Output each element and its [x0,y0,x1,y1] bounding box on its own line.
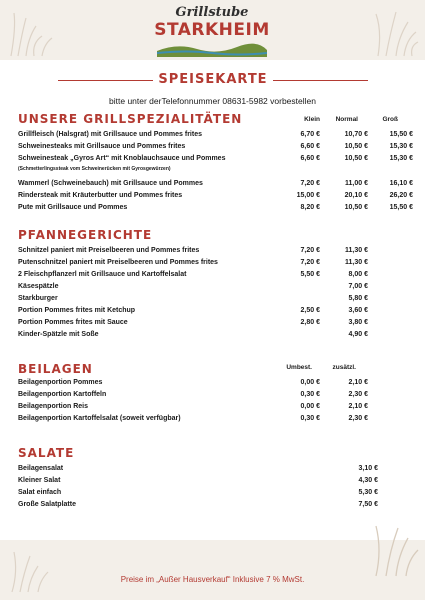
price-klein: 7,20 € [300,259,320,266]
price-klein: 6,70 € [300,131,320,138]
price-normal: 11,30 € [345,259,368,266]
item-name: Putenschnitzel paniert mit Preiselbeeren und Pommes frites [18,259,218,266]
column-header-gross: Groß [382,116,398,123]
price-klein: 8,20 € [300,204,320,211]
grass-decoration-icon [6,542,56,594]
price-umbest: 0,30 € [300,391,320,398]
item-name: Schweinesteaks mit Grillsauce und Pommes frites [18,143,186,150]
price-gross: 15,30 € [389,155,413,162]
item-name: Große Salatplatte [18,501,76,508]
price-klein: 6,60 € [300,155,320,162]
menu-item [18,319,413,329]
logo-script: Grillstube [175,5,249,20]
menu-item [18,465,413,475]
logo [153,5,271,61]
item-name: Kleiner Salat [18,477,61,484]
menu-item [18,143,413,153]
price-klein: 5,50 € [300,271,320,278]
price-normal: 5,80 € [348,295,368,302]
price: 7,50 € [358,501,378,508]
price-zusaetzl: 2,10 € [348,379,368,386]
logo-brand: STARKHEIM [154,20,270,40]
item-name: Käsespätzle [18,283,59,290]
column-header-normal: Normal [335,116,358,123]
column-header-umbest: Umbest. [286,364,312,371]
menu-item [18,477,413,487]
menu-item [18,283,413,293]
price-normal: 20,10 € [344,192,368,199]
item-name: Beilagenportion Kartoffelsalat (soweit verfügbar) [18,415,181,422]
menu-item [18,307,413,317]
section-title-beilagen: BEILAGEN [18,362,93,376]
price-umbest: 0,00 € [300,403,320,410]
price-klein: 2,80 € [300,319,320,326]
item-name: Schnitzel paniert mit Preiselbeeren und Pommes frites [18,247,200,254]
price-normal: 3,60 € [348,307,368,314]
menu-item [18,295,413,305]
landscape-icon [157,41,267,57]
menu-item [18,391,413,401]
menu-item [18,131,413,141]
menu-item [18,403,413,413]
price-umbest: 0,00 € [300,379,320,386]
footer-band [0,540,425,600]
price-normal: 3,80 € [348,319,368,326]
item-name: Portion Pommes frites mit Sauce [18,319,128,326]
price-zusaetzl: 2,10 € [348,403,368,410]
title-row [58,70,368,90]
price-klein: 15,00 € [296,192,320,199]
item-name: Grillfleisch (Halsgrat) mit Grillsauce und Pommes frites [18,131,202,138]
item-name: Beilagenportion Reis [18,403,89,410]
menu-item [18,501,413,511]
item-name: Pute mit Grillsauce und Pommes [18,204,128,211]
price: 3,10 € [358,465,378,472]
price-normal: 4,90 € [348,331,368,338]
phone-note: bitte unter derTelefonnummer 08631-5982 vorbestellen [109,96,316,106]
price-normal: 10,50 € [344,143,368,150]
price: 5,30 € [358,489,378,496]
menu-item [18,489,413,499]
grass-decoration-icon [6,8,56,58]
price-gross: 15,50 € [389,131,413,138]
footer-note: Preise im „Außer Hausverkauf“ Inklusive 7 % MwSt. [120,575,305,584]
menu-item [18,155,413,165]
grass-decoration-icon [368,520,420,578]
price-normal: 11,30 € [345,247,368,254]
price-normal: 7,00 € [348,283,368,290]
item-name: Beilagensalat [18,465,64,472]
item-name: Kinder-Spätzle mit Soße [18,331,99,338]
price-zusaetzl: 2,30 € [348,415,368,422]
price-normal: 8,00 € [348,271,368,278]
price: 4,30 € [358,477,378,484]
menu-item [18,259,413,269]
page-title: SPEISEKARTE [158,72,268,87]
column-header-klein: Klein [304,116,320,123]
menu-item [18,331,413,341]
menu-item [18,180,413,190]
price-normal: 10,50 € [344,155,368,162]
item-name: Schweinesteak „Gyros Art“ mit Knoblauchsauce und Pommes [18,155,226,162]
menu-item [18,192,413,202]
column-header-zusaetzl: zusätzl. [332,364,356,371]
grass-decoration-icon [370,6,420,58]
item-name: Beilagenportion Pommes [18,379,103,386]
price-zusaetzl: 2,30 € [348,391,368,398]
item-name: Rindersteak mit Kräuterbutter und Pommes frites [18,192,183,199]
menu-item [18,271,413,281]
price-gross: 15,50 € [389,204,413,211]
item-name: Beilagenportion Kartoffeln [18,391,107,398]
menu-item [18,379,413,389]
price-normal: 11,00 € [345,180,368,187]
item-name: Wammerl (Schweinebauch) mit Grillsauce und Pommes [18,180,203,187]
section-title-grill: UNSERE GRILLSPEZIALITÄTEN [18,112,243,126]
price-normal: 10,50 € [344,204,368,211]
price-umbest: 0,30 € [300,415,320,422]
section-title-pfanne: PFANNEGERICHTE [18,228,153,242]
price-klein: 7,20 € [300,180,320,187]
price-klein: 2,50 € [300,307,320,314]
price-gross: 15,30 € [389,143,413,150]
price-gross: 26,20 € [389,192,413,199]
section-title-salate: SALATE [18,446,75,460]
item-name: Portion Pommes frites mit Ketchup [18,307,136,314]
item-name: Starkburger [18,295,58,302]
price-gross: 16,10 € [389,180,413,187]
menu-item [18,247,413,257]
item-name: 2 Fleischpflanzerl mit Grillsauce und Kartoffelsalat [18,271,187,278]
price-normal: 10,70 € [344,131,368,138]
price-klein: 7,20 € [300,247,320,254]
item-name: Salat einfach [18,489,62,496]
price-klein: 6,60 € [300,143,320,150]
menu-item [18,204,413,214]
item-subnote: (Schmetterlingssteak vom Schweinerücken mit Gyrosgewürzen) [18,166,171,172]
menu-item [18,415,413,425]
